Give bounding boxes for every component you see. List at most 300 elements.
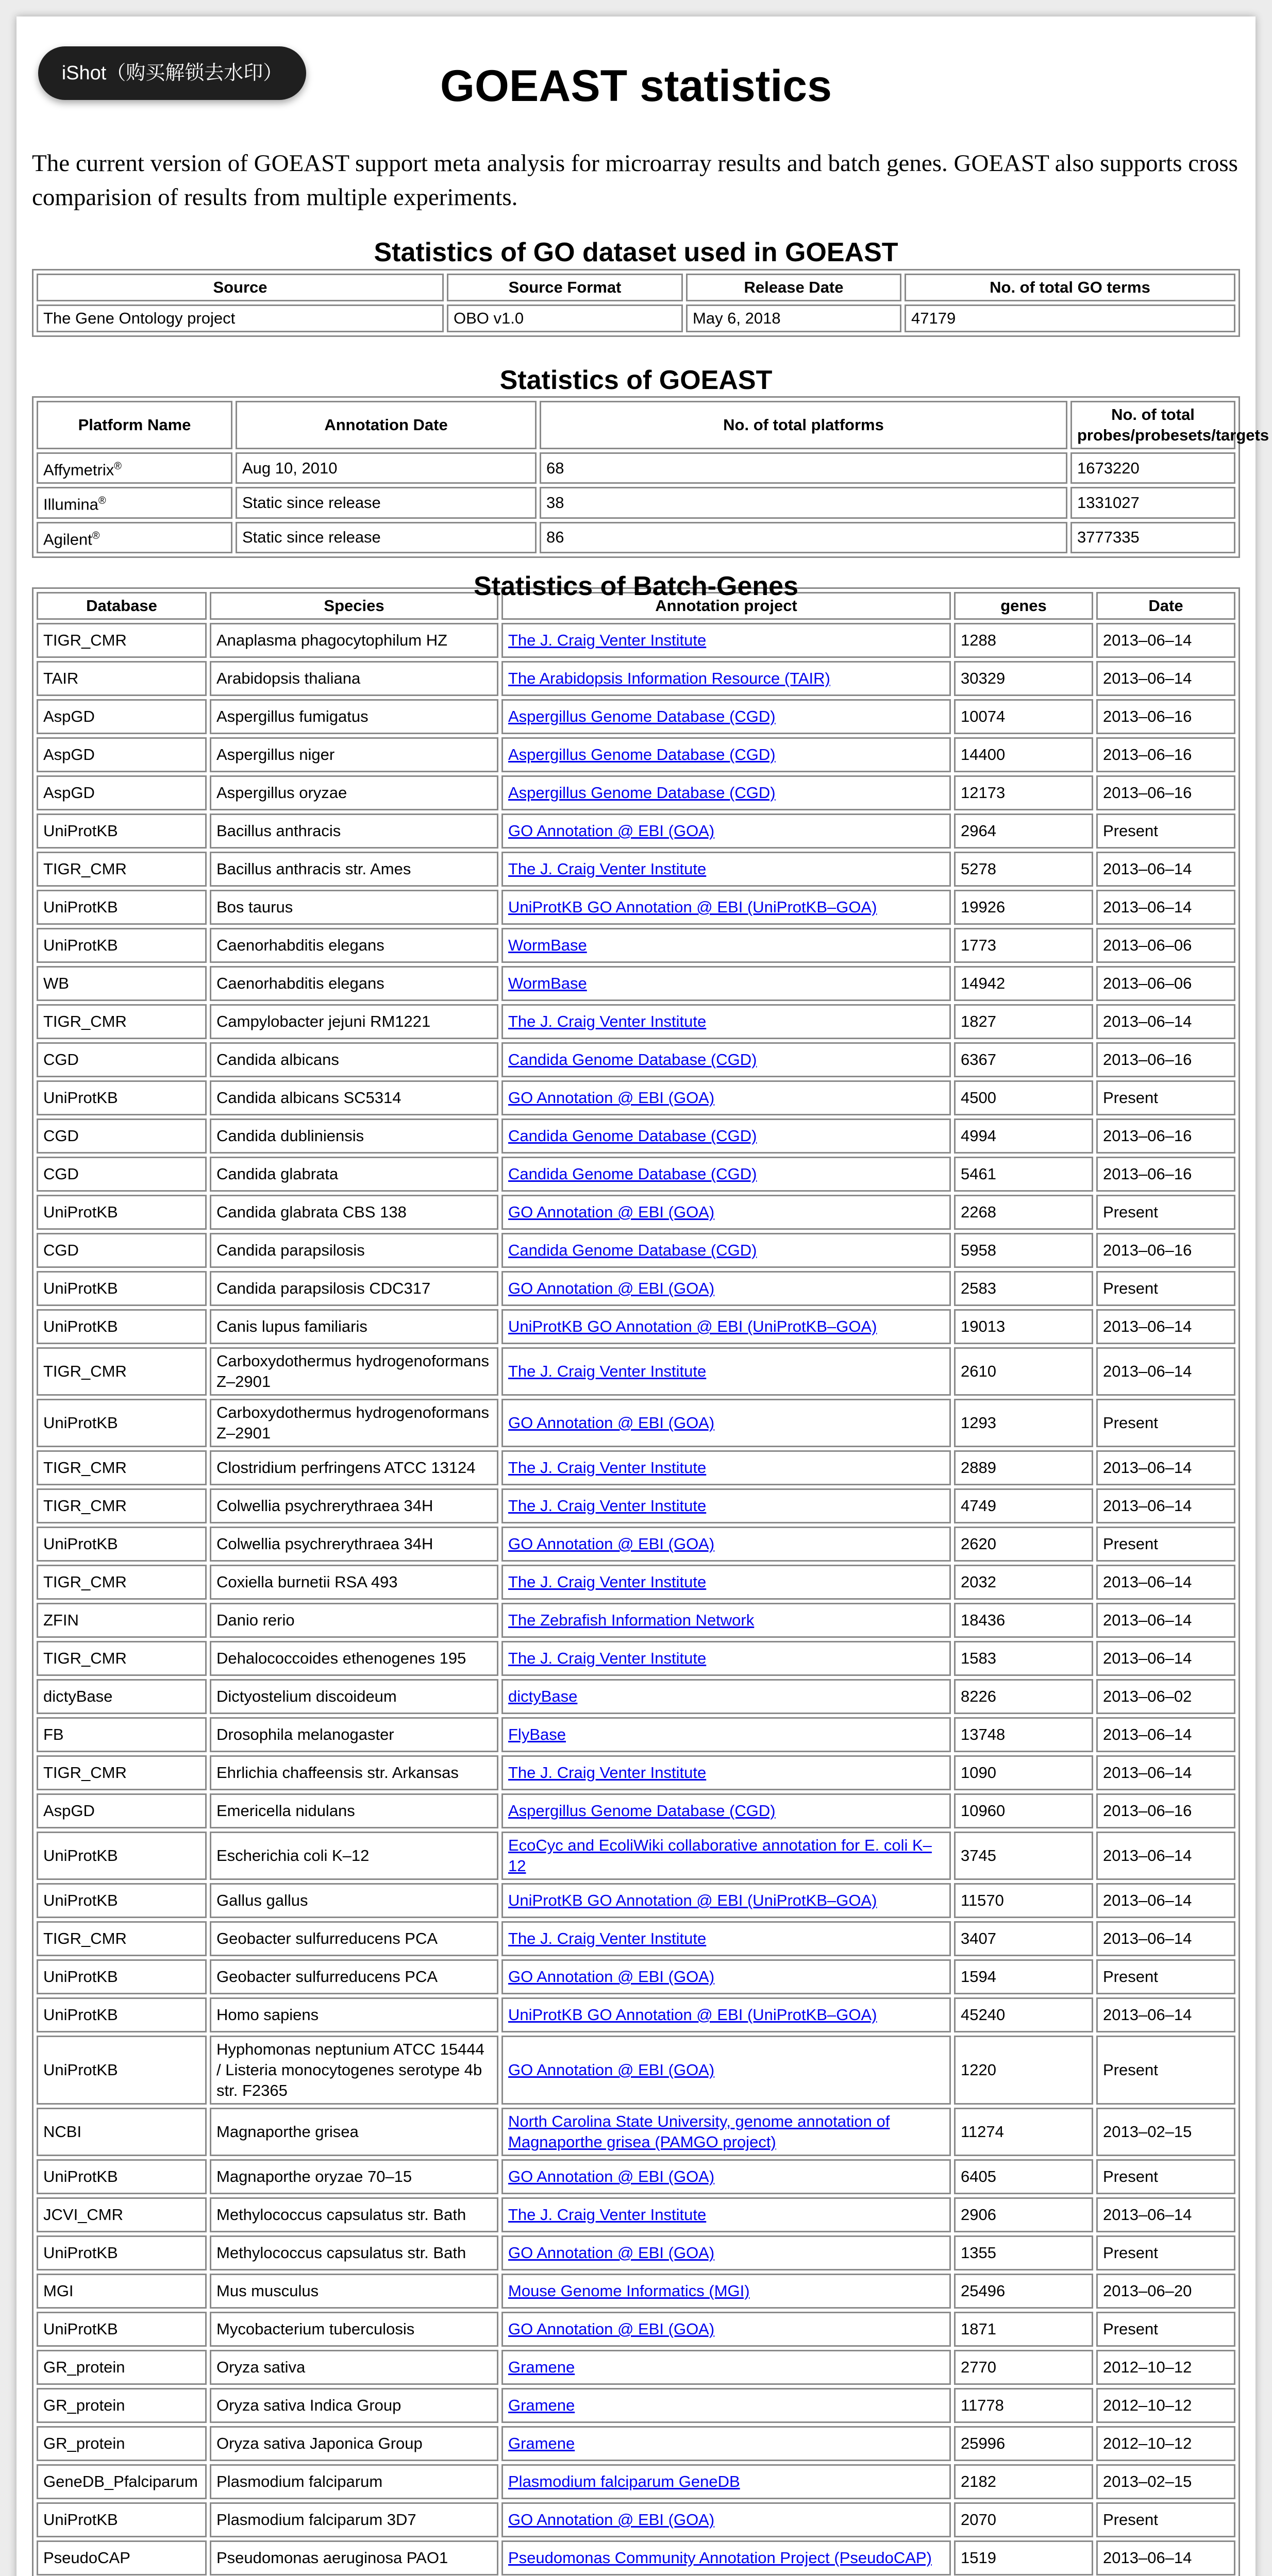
- annotation-project-cell: [501, 2426, 951, 2461]
- watermark-badge: iShot（购买解锁去水印）: [38, 46, 306, 100]
- table-row: [37, 304, 1235, 332]
- table-row: [37, 1527, 1235, 1562]
- annotation-project-cell: [501, 1309, 951, 1344]
- annotation-project-cell: [501, 1755, 951, 1790]
- table-row: [37, 1921, 1235, 1956]
- annotation-project-link[interactable]: The J. Craig Venter Institute: [508, 1649, 707, 1667]
- annotation-project-cell: [501, 1399, 951, 1447]
- annotation-project-cell: [501, 1080, 951, 1115]
- date-cell: 2013–06–14: [1096, 1641, 1235, 1676]
- date-cell: 2013–06–06: [1096, 966, 1235, 1001]
- table-row: [37, 2388, 1235, 2423]
- date-cell: Present: [1096, 2159, 1235, 2194]
- genes-count-cell: 1519: [954, 2540, 1093, 2575]
- database-cell: UniProtKB: [37, 1883, 207, 1918]
- platform-name: Affymetrix: [43, 461, 114, 479]
- table-header-row: [37, 274, 1235, 301]
- table-row: [37, 623, 1235, 658]
- species-cell: Hyphomonas neptunium ATCC 15444 / Listeria monocytogenes serotype 4b str. F2365: [210, 2036, 498, 2105]
- genes-count-cell: 25496: [954, 2274, 1093, 2309]
- species-cell: Carboxydothermus hydrogenoformans Z–2901: [210, 1399, 498, 1447]
- format-cell: OBO v1.0: [447, 304, 683, 332]
- species-cell: Campylobacter jejuni RM1221: [210, 1004, 498, 1039]
- annotation-project-link[interactable]: GO Annotation @ EBI (GOA): [508, 822, 715, 840]
- species-cell: Geobacter sulfurreducens PCA: [210, 1921, 498, 1956]
- table-row: [37, 1399, 1235, 1447]
- database-cell: UniProtKB: [37, 1195, 207, 1230]
- table-row: [37, 1157, 1235, 1192]
- annotation-project-cell: [501, 1832, 951, 1880]
- date-cell: Present: [1096, 1271, 1235, 1306]
- date-cell: 2013–06–14: [1096, 1450, 1235, 1485]
- database-cell: ZFIN: [37, 1603, 207, 1638]
- go-dataset-table: [32, 269, 1240, 337]
- platforms-count-cell: 38: [540, 487, 1067, 518]
- date-cell: 2013–06–14: [1096, 1717, 1235, 1752]
- database-cell: WB: [37, 966, 207, 1001]
- date-cell: 2013–06–14: [1096, 1755, 1235, 1790]
- annotation-project-link[interactable]: GO Annotation @ EBI (GOA): [508, 1968, 715, 1986]
- annotation-project-cell: [501, 1997, 951, 2032]
- genes-count-cell: 14942: [954, 966, 1093, 1001]
- annotation-project-link[interactable]: The J. Craig Venter Institute: [508, 631, 707, 649]
- column-header: Platform Name: [37, 401, 232, 449]
- date-cell: 2013–06–14: [1096, 2540, 1235, 2575]
- column-header: genes: [954, 592, 1093, 620]
- genes-count-cell: 30329: [954, 661, 1093, 696]
- goeast-stats-title: Statistics of GOEAST: [499, 365, 773, 395]
- database-cell: TIGR_CMR: [37, 1347, 207, 1396]
- species-cell: Candida glabrata: [210, 1157, 498, 1192]
- probes-count-cell: 1331027: [1070, 487, 1235, 518]
- date-cell: 2013–06–02: [1096, 1679, 1235, 1714]
- table-row: [37, 1309, 1235, 1344]
- annotation-project-link[interactable]: UniProtKB GO Annotation @ EBI (UniProtKB–GOA): [508, 898, 877, 916]
- annotation-project-link[interactable]: Candida Genome Database (CGD): [508, 1241, 757, 1259]
- annotation-project-cell: [501, 2274, 951, 2309]
- database-cell: AspGD: [37, 699, 207, 734]
- table-row: [37, 1118, 1235, 1154]
- species-cell: Escherichia coli K–12: [210, 1832, 498, 1880]
- database-cell: UniProtKB: [37, 2312, 207, 2347]
- table-row: [37, 928, 1235, 963]
- annotation-project-link[interactable]: UniProtKB GO Annotation @ EBI (UniProtKB–GOA): [508, 1891, 877, 1909]
- species-cell: Drosophila melanogaster: [210, 1717, 498, 1752]
- table-row: [37, 699, 1235, 734]
- date-cell: 2013–06–14: [1096, 661, 1235, 696]
- annotation-project-cell: [501, 2036, 951, 2105]
- annotation-project-link[interactable]: The Arabidopsis Information Resource (TAIR): [508, 669, 830, 687]
- column-header: Annotation project: [501, 592, 951, 620]
- species-cell: Homo sapiens: [210, 1997, 498, 2032]
- annotation-project-link[interactable]: Gramene: [508, 2434, 575, 2452]
- genes-count-cell: 12173: [954, 775, 1093, 810]
- date-cell: Present: [1096, 2235, 1235, 2270]
- column-header: Source Format: [447, 274, 683, 301]
- platform-name-cell: [37, 487, 232, 518]
- annotation-project-link[interactable]: Candida Genome Database (CGD): [508, 1127, 757, 1145]
- table-row: [37, 2426, 1235, 2461]
- database-cell: AspGD: [37, 775, 207, 810]
- table-row: [37, 1641, 1235, 1676]
- database-cell: UniProtKB: [37, 2235, 207, 2270]
- annotation-project-link[interactable]: GO Annotation @ EBI (GOA): [508, 1414, 715, 1432]
- table-row: [37, 2036, 1235, 2105]
- table-row: [37, 1347, 1235, 1396]
- date-cell: 2013–06–14: [1096, 852, 1235, 887]
- annotation-project-cell: [501, 1883, 951, 1918]
- table-row: [37, 487, 1235, 518]
- probes-count-cell: 3777335: [1070, 522, 1235, 553]
- column-header: Release Date: [686, 274, 901, 301]
- annotation-project-cell: [501, 1603, 951, 1638]
- database-cell: MGI: [37, 2274, 207, 2309]
- platform-name: Agilent: [43, 530, 92, 548]
- genes-count-cell: 25996: [954, 2426, 1093, 2461]
- intro-paragraph: The current version of GOEAST support meta analysis for microarray results and batch genes. GOEAST also supports cross comparision of results from multiple experiments.: [32, 150, 1238, 211]
- annotation-project-link[interactable]: Pseudomonas Community Annotation Project (PseudoCAP): [508, 2549, 932, 2567]
- table-row: [37, 966, 1235, 1001]
- date-cell: 2012–10–12: [1096, 2350, 1235, 2385]
- date-cell: Present: [1096, 1399, 1235, 1447]
- database-cell: JCVI_CMR: [37, 2197, 207, 2232]
- release-date-cell: May 6, 2018: [686, 304, 901, 332]
- annotation-project-cell: [501, 1959, 951, 1994]
- database-cell: NCBI: [37, 2108, 207, 2156]
- date-cell: 2013–02–15: [1096, 2108, 1235, 2156]
- annotation-project-cell: [501, 966, 951, 1001]
- database-cell: TIGR_CMR: [37, 1450, 207, 1485]
- genes-count-cell: 2182: [954, 2464, 1093, 2499]
- genes-count-cell: 11778: [954, 2388, 1093, 2423]
- genes-count-cell: 2770: [954, 2350, 1093, 2385]
- table-row: [37, 2502, 1235, 2537]
- annotation-project-link[interactable]: WormBase: [508, 936, 587, 954]
- genes-count-cell: 2906: [954, 2197, 1093, 2232]
- registered-mark: ®: [114, 461, 122, 472]
- genes-count-cell: 14400: [954, 737, 1093, 772]
- annotation-project-link[interactable]: GO Annotation @ EBI (GOA): [508, 1203, 715, 1221]
- column-header: Date: [1096, 592, 1235, 620]
- date-cell: 2013–02–15: [1096, 2464, 1235, 2499]
- table-row: [37, 661, 1235, 696]
- platforms-count-cell: 86: [540, 522, 1067, 553]
- table-row: [37, 1959, 1235, 1994]
- species-cell: Clostridium perfringens ATCC 13124: [210, 1450, 498, 1485]
- date-cell: 2013–06–14: [1096, 2197, 1235, 2232]
- annotation-project-link[interactable]: Gramene: [508, 2358, 575, 2376]
- annotation-project-cell: [501, 1679, 951, 1714]
- table-row: [37, 1042, 1235, 1077]
- annotation-project-link[interactable]: The J. Craig Venter Institute: [508, 1764, 707, 1782]
- annotation-project-link[interactable]: The Zebrafish Information Network: [508, 1611, 755, 1629]
- database-cell: TAIR: [37, 661, 207, 696]
- genes-count-cell: 5278: [954, 852, 1093, 887]
- annotation-project-link[interactable]: The J. Craig Venter Institute: [508, 1573, 707, 1591]
- annotation-project-link[interactable]: Candida Genome Database (CGD): [508, 1050, 757, 1069]
- annotation-project-link[interactable]: Aspergillus Genome Database (CGD): [508, 1802, 776, 1820]
- genes-count-cell: 2583: [954, 1271, 1093, 1306]
- species-cell: Candida albicans: [210, 1042, 498, 1077]
- annotation-project-cell: [501, 1042, 951, 1077]
- annotation-project-link[interactable]: North Carolina State University, genome annotation of Magnaporthe grisea (PAMGO project): [508, 2112, 890, 2151]
- date-cell: 2013–06–16: [1096, 1233, 1235, 1268]
- database-cell: CGD: [37, 1118, 207, 1154]
- batch-genes-section: [32, 587, 1240, 2576]
- date-cell: 2013–06–06: [1096, 928, 1235, 963]
- annotation-project-cell: [501, 2197, 951, 2232]
- table-row: [37, 1883, 1235, 1918]
- date-cell: 2013–06–14: [1096, 623, 1235, 658]
- date-cell: 2013–06–14: [1096, 1309, 1235, 1344]
- table-row: [37, 2197, 1235, 2232]
- registered-mark: ®: [92, 530, 100, 541]
- annotation-project-cell: [501, 737, 951, 772]
- database-cell: TIGR_CMR: [37, 1921, 207, 1956]
- table-row: [37, 1488, 1235, 1523]
- species-cell: Ehrlichia chaffeensis str. Arkansas: [210, 1755, 498, 1790]
- database-cell: GR_protein: [37, 2350, 207, 2385]
- genes-count-cell: 45240: [954, 1997, 1093, 2032]
- table-row: [37, 1832, 1235, 1880]
- annotation-project-link[interactable]: UniProtKB GO Annotation @ EBI (UniProtKB–GOA): [508, 1317, 877, 1335]
- annotation-project-link[interactable]: FlyBase: [508, 1725, 566, 1743]
- genes-count-cell: 18436: [954, 1603, 1093, 1638]
- species-cell: Plasmodium falciparum: [210, 2464, 498, 2499]
- species-cell: Caenorhabditis elegans: [210, 928, 498, 963]
- date-cell: 2013–06–14: [1096, 1603, 1235, 1638]
- annotation-project-link[interactable]: GO Annotation @ EBI (GOA): [508, 2320, 715, 2338]
- table-row: [37, 890, 1235, 925]
- platform-name-cell: [37, 522, 232, 553]
- database-cell: TIGR_CMR: [37, 623, 207, 658]
- table-row: [37, 1080, 1235, 1115]
- species-cell: Oryza sativa Indica Group: [210, 2388, 498, 2423]
- table-row: [37, 1565, 1235, 1600]
- database-cell: CGD: [37, 1042, 207, 1077]
- species-cell: Methylococcus capsulatus str. Bath: [210, 2235, 498, 2270]
- probes-count-cell: 1673220: [1070, 452, 1235, 484]
- column-header: Database: [37, 592, 207, 620]
- annotation-project-link[interactable]: The J. Craig Venter Institute: [508, 1497, 707, 1515]
- species-cell: Mycobacterium tuberculosis: [210, 2312, 498, 2347]
- annotation-project-link[interactable]: GO Annotation @ EBI (GOA): [508, 2167, 715, 2185]
- annotation-project-link[interactable]: The J. Craig Venter Institute: [508, 1362, 707, 1380]
- go-terms-cell: 47179: [905, 304, 1235, 332]
- annotation-project-cell: [501, 699, 951, 734]
- table-row: [37, 1793, 1235, 1828]
- annotation-project-cell: [501, 1793, 951, 1828]
- table-row: [37, 1195, 1235, 1230]
- genes-count-cell: 2070: [954, 2502, 1093, 2537]
- platforms-count-cell: 68: [540, 452, 1067, 484]
- database-cell: PseudoCAP: [37, 2540, 207, 2575]
- annotation-project-cell: [501, 775, 951, 810]
- annotation-project-link[interactable]: The J. Craig Venter Institute: [508, 1929, 707, 1947]
- annotation-project-cell: [501, 2464, 951, 2499]
- annotation-project-link[interactable]: The J. Craig Venter Institute: [508, 2206, 707, 2224]
- annotation-project-cell: [501, 2108, 951, 2156]
- page: [16, 16, 1269, 2576]
- genes-count-cell: 1583: [954, 1641, 1093, 1676]
- species-cell: Bacillus anthracis: [210, 814, 498, 849]
- date-cell: 2013–06–14: [1096, 1565, 1235, 1600]
- database-cell: TIGR_CMR: [37, 1641, 207, 1676]
- database-cell: TIGR_CMR: [37, 1565, 207, 1600]
- annotation-project-link[interactable]: GO Annotation @ EBI (GOA): [508, 2511, 715, 2529]
- annotation-project-link[interactable]: Candida Genome Database (CGD): [508, 1165, 757, 1183]
- database-cell: FB: [37, 1717, 207, 1752]
- annotation-project-cell: [501, 928, 951, 963]
- species-cell: Aspergillus oryzae: [210, 775, 498, 810]
- annotation-project-cell: [501, 2159, 951, 2194]
- genes-count-cell: 19926: [954, 890, 1093, 925]
- table-row: [37, 814, 1235, 849]
- species-cell: Candida parapsilosis CDC317: [210, 1271, 498, 1306]
- database-cell: AspGD: [37, 737, 207, 772]
- genes-count-cell: 10074: [954, 699, 1093, 734]
- date-cell: 2013–06–16: [1096, 1118, 1235, 1154]
- species-cell: Canis lupus familiaris: [210, 1309, 498, 1344]
- table-row: [37, 452, 1235, 484]
- genes-count-cell: 11570: [954, 1883, 1093, 1918]
- genes-count-cell: 11274: [954, 2108, 1093, 2156]
- table-row: [37, 2464, 1235, 2499]
- table-row: [37, 775, 1235, 810]
- annotation-project-cell: [501, 852, 951, 887]
- database-cell: UniProtKB: [37, 890, 207, 925]
- date-cell: 2013–06–14: [1096, 1832, 1235, 1880]
- species-cell: Bacillus anthracis str. Ames: [210, 852, 498, 887]
- database-cell: AspGD: [37, 1793, 207, 1828]
- annotation-project-cell: [501, 1527, 951, 1562]
- annotation-project-cell: [501, 2502, 951, 2537]
- database-cell: UniProtKB: [37, 1271, 207, 1306]
- database-cell: TIGR_CMR: [37, 1488, 207, 1523]
- annotation-project-cell: [501, 814, 951, 849]
- genes-count-cell: 4749: [954, 1488, 1093, 1523]
- date-cell: 2013–06–16: [1096, 1042, 1235, 1077]
- date-cell: Present: [1096, 2312, 1235, 2347]
- date-cell: 2013–06–16: [1096, 1157, 1235, 1192]
- table-row: [37, 1450, 1235, 1485]
- table-header-row: [37, 401, 1235, 449]
- date-cell: 2013–06–16: [1096, 737, 1235, 772]
- genes-count-cell: 4994: [954, 1118, 1093, 1154]
- annotation-project-link[interactable]: The J. Craig Venter Institute: [508, 860, 707, 878]
- annotation-project-link[interactable]: EcoCyc and EcoliWiki collaborative annotation for E. coli K–12: [508, 1836, 932, 1875]
- genes-count-cell: 1293: [954, 1399, 1093, 1447]
- species-cell: Anaplasma phagocytophilum HZ: [210, 623, 498, 658]
- table-row: [37, 2159, 1235, 2194]
- annotation-project-link[interactable]: The J. Craig Venter Institute: [508, 1459, 707, 1477]
- annotation-project-link[interactable]: GO Annotation @ EBI (GOA): [508, 1089, 715, 1107]
- goeast-stats-table: [32, 396, 1269, 558]
- column-header: No. of total probes/probesets/targets: [1070, 401, 1235, 449]
- genes-count-cell: 10960: [954, 1793, 1093, 1828]
- species-cell: Aspergillus fumigatus: [210, 699, 498, 734]
- genes-count-cell: 2620: [954, 1527, 1093, 1562]
- annotation-project-link[interactable]: Plasmodium falciparum GeneDB: [508, 2472, 740, 2490]
- date-cell: Present: [1096, 1080, 1235, 1115]
- annotation-project-cell: [501, 1157, 951, 1192]
- table-row: [37, 2540, 1235, 2575]
- table-row: [37, 2108, 1235, 2156]
- database-cell: GR_protein: [37, 2426, 207, 2461]
- platform-name: Illumina: [43, 495, 98, 514]
- table-row: [37, 2350, 1235, 2385]
- date-cell: 2013–06–14: [1096, 1921, 1235, 1956]
- species-cell: Candida albicans SC5314: [210, 1080, 498, 1115]
- platform-name-cell: [37, 452, 232, 484]
- date-cell: Present: [1096, 2502, 1235, 2537]
- table-row: [37, 1271, 1235, 1306]
- annotation-project-cell: [501, 2235, 951, 2270]
- database-cell: UniProtKB: [37, 1080, 207, 1115]
- annotation-project-cell: [501, 623, 951, 658]
- database-cell: TIGR_CMR: [37, 1755, 207, 1790]
- annotation-project-link[interactable]: The J. Craig Venter Institute: [508, 1012, 707, 1030]
- species-cell: Candida glabrata CBS 138: [210, 1195, 498, 1230]
- database-cell: UniProtKB: [37, 2502, 207, 2537]
- annotation-project-cell: [501, 1488, 951, 1523]
- annotation-project-link[interactable]: GO Annotation @ EBI (GOA): [508, 2061, 715, 2079]
- genes-count-cell: 1090: [954, 1755, 1093, 1790]
- annotation-project-link[interactable]: GO Annotation @ EBI (GOA): [508, 2244, 715, 2262]
- annotation-project-link[interactable]: UniProtKB GO Annotation @ EBI (UniProtKB–GOA): [508, 2006, 877, 2024]
- annotation-project-link[interactable]: Aspergillus Genome Database (CGD): [508, 784, 776, 802]
- annotation-project-link[interactable]: Mouse Genome Informatics (MGI): [508, 2282, 750, 2300]
- genes-count-cell: 19013: [954, 1309, 1093, 1344]
- date-cell: 2013–06–16: [1096, 699, 1235, 734]
- table-row: [37, 2235, 1235, 2270]
- table-row: [37, 1997, 1235, 2032]
- species-cell: Dehalococcoides ethenogenes 195: [210, 1641, 498, 1676]
- batch-genes-table: [32, 587, 1240, 2576]
- table-row: [37, 2274, 1235, 2309]
- date-cell: 2013–06–14: [1096, 1488, 1235, 1523]
- annotation-project-cell: [501, 1271, 951, 1306]
- species-cell: Methylococcus capsulatus str. Bath: [210, 2197, 498, 2232]
- date-cell: Present: [1096, 814, 1235, 849]
- database-cell: CGD: [37, 1233, 207, 1268]
- batch-genes-title: Statistics of Batch-Genes: [474, 571, 798, 601]
- genes-count-cell: 2889: [954, 1450, 1093, 1485]
- annotation-project-cell: [501, 1717, 951, 1752]
- database-cell: UniProtKB: [37, 1527, 207, 1562]
- annotation-project-cell: [501, 890, 951, 925]
- annotation-project-cell: [501, 1565, 951, 1600]
- genes-count-cell: 6405: [954, 2159, 1093, 2194]
- genes-count-cell: 1355: [954, 2235, 1093, 2270]
- genes-count-cell: 1594: [954, 1959, 1093, 1994]
- annotation-project-link[interactable]: WormBase: [508, 974, 587, 992]
- annotation-date-cell: Static since release: [236, 487, 537, 518]
- species-cell: Mus musculus: [210, 2274, 498, 2309]
- annotation-project-link[interactable]: Aspergillus Genome Database (CGD): [508, 745, 776, 764]
- annotation-project-link[interactable]: GO Annotation @ EBI (GOA): [508, 1535, 715, 1553]
- date-cell: 2013–06–14: [1096, 1347, 1235, 1396]
- annotation-date-cell: Aug 10, 2010: [236, 452, 537, 484]
- page-title: GOEAST statistics: [440, 61, 832, 111]
- annotation-project-link[interactable]: dictyBase: [508, 1687, 578, 1705]
- annotation-project-link[interactable]: GO Annotation @ EBI (GOA): [508, 1279, 715, 1297]
- annotation-project-link[interactable]: Aspergillus Genome Database (CGD): [508, 707, 776, 725]
- annotation-project-link[interactable]: Gramene: [508, 2396, 575, 2414]
- table-row: [37, 1679, 1235, 1714]
- species-cell: Dictyostelium discoideum: [210, 1679, 498, 1714]
- genes-count-cell: 2268: [954, 1195, 1093, 1230]
